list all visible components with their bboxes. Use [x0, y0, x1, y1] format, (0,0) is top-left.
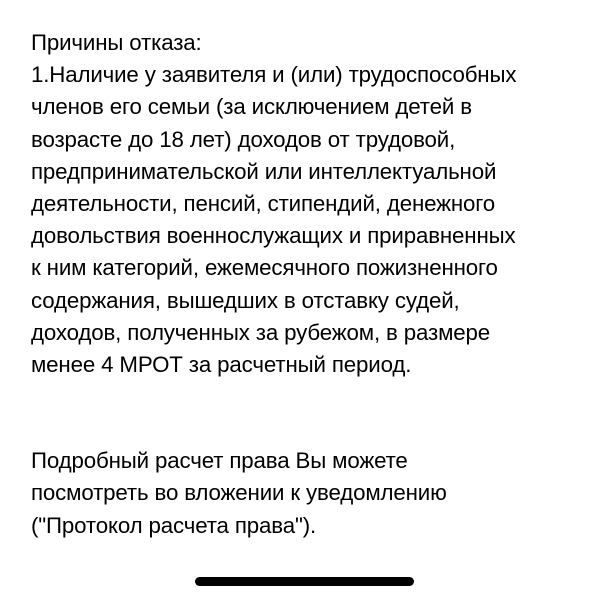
calculation-details-note: Подробный расчет права Вы можете посмотреть во вложении к уведомлению ("Протокол расчета права").	[31, 448, 447, 538]
home-indicator[interactable]	[195, 577, 414, 586]
rejection-reason-1: 1.Наличие у заявителя и (или) трудоспособных членов его семьи (за исключением детей в возрасте до 18 лет) доходов от трудовой, предпринимательской или интеллектуальной деятельности, пенсий, стипендий, денежного довольствия военнослужащих и приравненных к ним категорий, ежемесячного пожизненного содержания, вышедших в отставку судей, доходов, полученных за рубежом, в размере менее 4 МРОТ за расчетный период.	[31, 62, 517, 378]
paragraph-spacer	[31, 381, 596, 445]
rejection-message	[31, 27, 596, 542]
rejection-heading: Причины отказа:	[31, 30, 202, 55]
